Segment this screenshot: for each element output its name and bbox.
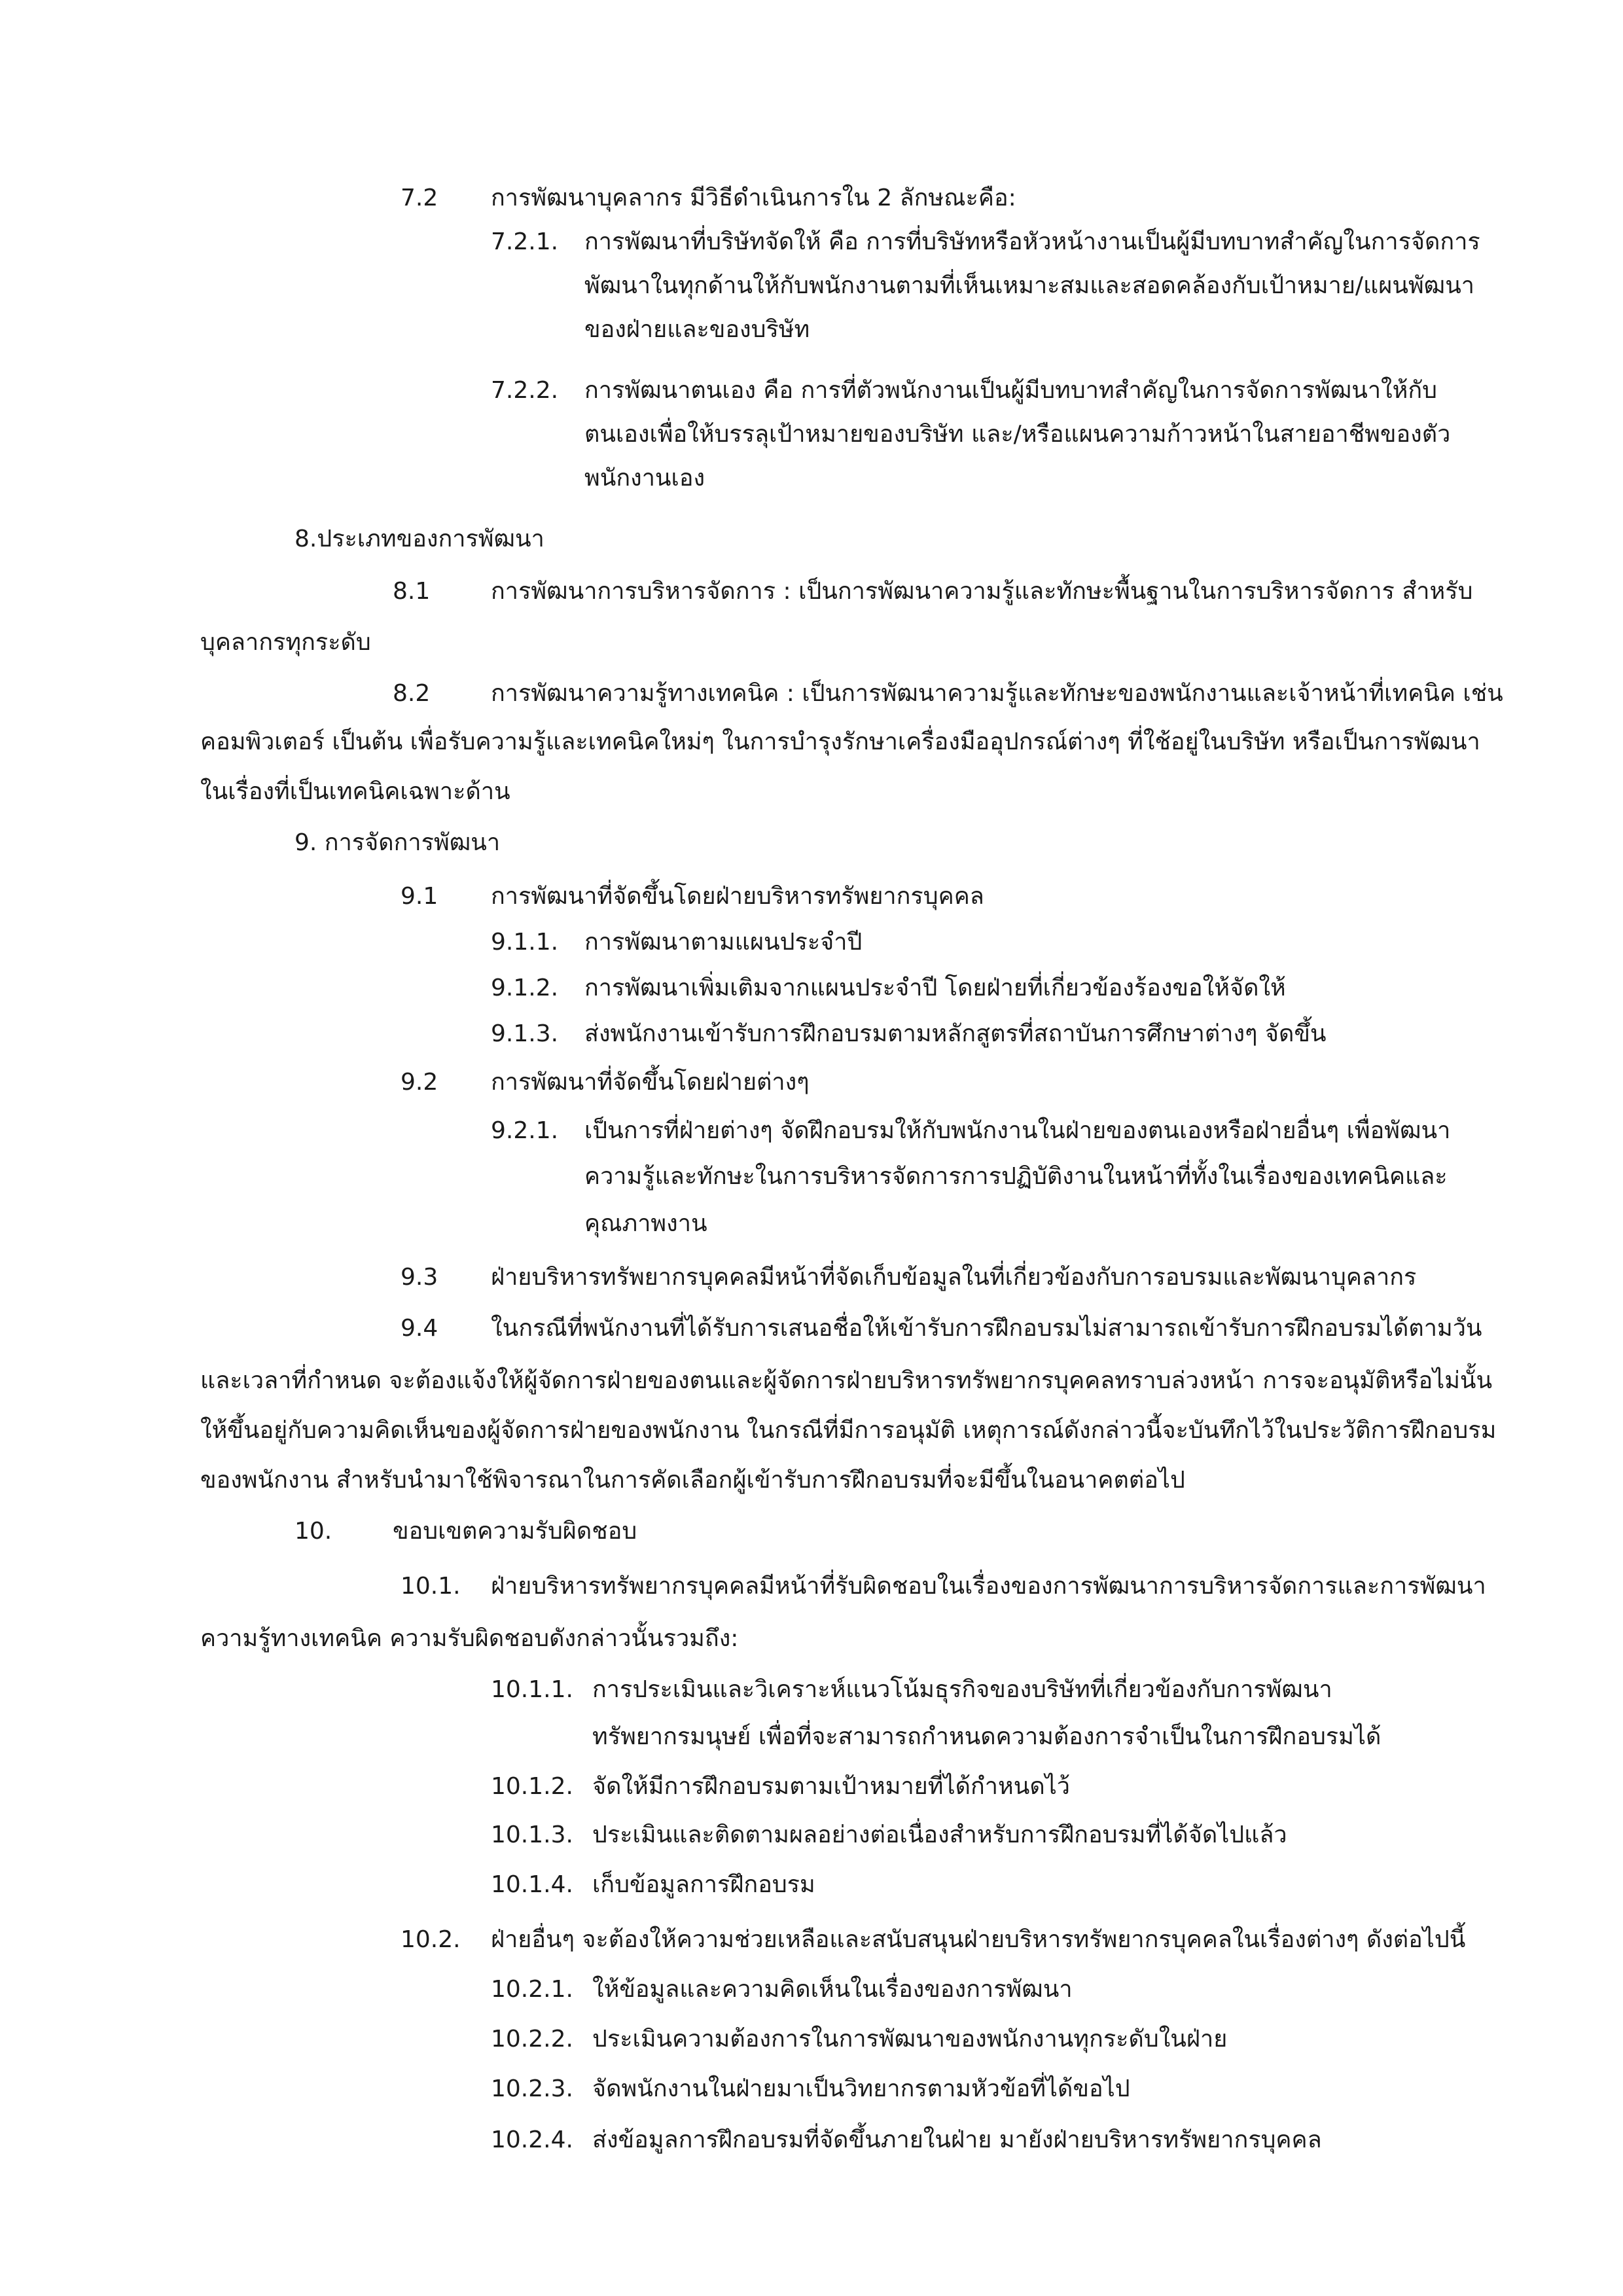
- paragraph-line: การพัฒนาการบริหารจัดการ : เป็นการพัฒนาความรู้และทักษะพื้นฐานในการบริหารจัดการ สำหรับ: [491, 578, 1473, 605]
- item-number: 10.2.1.: [491, 1976, 573, 2003]
- list-item: เก็บข้อมูลการฝึกอบรม: [592, 1871, 815, 1898]
- paragraph-line: เป็นการที่ฝ่ายต่างๆ จัดฝึกอบรมให้กับพนักงานในฝ่ายของตนเองหรือฝ่ายอื่นๆ เพื่อพัฒนา: [584, 1117, 1451, 1144]
- item-number: 10.2.3.: [491, 2075, 573, 2102]
- paragraph-line: คุณภาพงาน: [584, 1210, 707, 1237]
- item-number: 7.2.1.: [491, 228, 559, 255]
- paragraph-line: และเวลาที่กำหนด จะต้องแจ้งให้ผู้จัดการฝ่ายของตนและผู้จัดการฝ่ายบริหารทรัพยากรบุคคลทราบล่วงหน้า การจะอนุมัติหรือไม่นั้น: [200, 1367, 1493, 1394]
- section-heading: 8.ประเภทของการพัฒนา: [294, 526, 544, 552]
- item-heading: การพัฒนาที่จัดขึ้นโดยฝ่ายต่างๆ: [491, 1069, 810, 1096]
- item-number: 9.1.2.: [491, 975, 559, 1001]
- paragraph-line: ตนเองเพื่อให้บรรลุเป้าหมายของบริษัท และ/หรือแผนความก้าวหน้าในสายอาชีพของตัว: [584, 421, 1451, 448]
- paragraph-line: ในกรณีที่พนักงานที่ได้รับการเสนอชื่อให้เข้ารับการฝึกอบรมไม่สามารถเข้ารับการฝึกอบรมได้ตามวัน: [491, 1315, 1482, 1342]
- paragraph-line: ฝ่ายบริหารทรัพยากรบุคคลมีหน้าที่จัดเก็บข้อมูลในที่เกี่ยวข้องกับการอบรมและพัฒนาบุคลากร: [491, 1264, 1417, 1291]
- paragraph-line: การพัฒนาที่บริษัทจัดให้ คือ การที่บริษัทหรือหัวหน้างานเป็นผู้มีบทบาทสำคัญในการจัดการ: [584, 228, 1480, 255]
- paragraph-line: ฝ่ายอื่นๆ จะต้องให้ความช่วยเหลือและสนับสนุนฝ่ายบริหารทรัพยากรบุคคลในเรื่องต่างๆ ดังต่อไปนี้: [491, 1926, 1466, 1953]
- paragraph-line: พัฒนาในทุกด้านให้กับพนักงานตามที่เห็นเหมาะสมและสอดคล้องกับเป้าหมาย/แผนพัฒนา: [584, 272, 1475, 299]
- section-number: 10.: [294, 1518, 332, 1545]
- paragraph-line: ของฝ่ายและของบริษัท: [584, 316, 810, 343]
- item-number: 9.2: [401, 1069, 438, 1096]
- list-item: จัดให้มีการฝึกอบรมตามเป้าหมายที่ได้กำหนดไว้: [592, 1773, 1071, 1800]
- item-number: 9.1: [401, 883, 438, 910]
- item-number: 10.1.: [401, 1573, 461, 1600]
- paragraph-line: ให้ขึ้นอยู่กับความคิดเห็นของผู้จัดการฝ่ายของพนักงาน ในกรณีที่มีการอนุมัติ เหตุการณ์ดังกล่าวนี้จะบันทึกไว้ในประวัติการฝึกอบรม: [200, 1417, 1497, 1444]
- item-number: 10.2.: [401, 1926, 461, 1953]
- section-heading: ขอบเขตความรับผิดชอบ: [393, 1518, 637, 1545]
- item-number: 10.2.4.: [491, 2126, 573, 2153]
- list-item: จัดพนักงานในฝ่ายมาเป็นวิทยากรตามหัวข้อที่ได้ขอไป: [592, 2075, 1130, 2102]
- item-number: 9.3: [401, 1264, 438, 1291]
- item-heading: การพัฒนาที่จัดขึ้นโดยฝ่ายบริหารทรัพยากรบุคคล: [491, 883, 984, 910]
- paragraph-line: พนักงานเอง: [584, 465, 705, 492]
- paragraph-line: ทรัพยากรมนุษย์ เพื่อที่จะสามารถกำหนดความต้องการจำเป็นในการฝึกอบรมได้: [592, 1723, 1382, 1750]
- item-number: 9.2.1.: [491, 1117, 559, 1144]
- item-number: 9.1.1.: [491, 929, 559, 956]
- list-item: การพัฒนาเพิ่มเติมจากแผนประจำปี โดยฝ่ายที่เกี่ยวข้องร้องขอให้จัดให้: [584, 975, 1286, 1001]
- paragraph-line: คอมพิวเตอร์ เป็นต้น เพื่อรับความรู้และเทคนิคใหม่ๆ ในการบำรุงรักษาเครื่องมืออุปกรณ์ต่างๆ ที่ใช้อยู่ในบริษัท หรือเป็นการพัฒนา: [200, 728, 1480, 755]
- list-item: ให้ข้อมูลและความคิดเห็นในเรื่องของการพัฒนา: [592, 1976, 1073, 2003]
- item-number: 10.2.2.: [491, 2026, 573, 2053]
- item-number: 10.1.1.: [491, 1676, 573, 1703]
- paragraph-line: การพัฒนาตนเอง คือ การที่ตัวพนักงานเป็นผู้มีบทบาทสำคัญในการจัดการพัฒนาให้กับ: [584, 377, 1438, 404]
- paragraph-line: การประเมินและวิเคราะห์แนวโน้มธุรกิจของบริษัทที่เกี่ยวข้องกับการพัฒนา: [592, 1676, 1332, 1703]
- item-number: 10.1.2.: [491, 1773, 573, 1800]
- list-item: ประเมินความต้องการในการพัฒนาของพนักงานทุกระดับในฝ่าย: [592, 2026, 1228, 2053]
- paragraph-line: ของพนักงาน สำหรับนำมาใช้พิจารณาในการคัดเลือกผู้เข้ารับการฝึกอบรมที่จะมีขึ้นในอนาคตต่อไป: [200, 1467, 1185, 1494]
- list-item: ส่งพนักงานเข้ารับการฝึกอบรมตามหลักสูตรที่สถาบันการศึกษาต่างๆ จัดขึ้น: [584, 1020, 1327, 1047]
- item-number: 7.2.2.: [491, 377, 559, 404]
- item-number: 10.1.4.: [491, 1871, 573, 1898]
- paragraph-line: ความรู้ทางเทคนิค ความรับผิดชอบดังกล่าวนั้นรวมถึง:: [200, 1625, 739, 1652]
- list-item: ส่งข้อมูลการฝึกอบรมที่จัดขึ้นภายในฝ่าย มายังฝ่ายบริหารทรัพยากรบุคคล: [592, 2126, 1322, 2153]
- item-number: 9.1.3.: [491, 1020, 559, 1047]
- item-number: 8.2: [393, 680, 431, 707]
- item-number: 8.1: [393, 578, 431, 605]
- list-item: ประเมินและติดตามผลอย่างต่อเนื่องสำหรับการฝึกอบรมที่ได้จัดไปแล้ว: [592, 1821, 1287, 1848]
- paragraph-line: บุคลากรทุกระดับ: [200, 629, 371, 656]
- section-heading: 9. การจัดการพัฒนา: [294, 829, 501, 856]
- paragraph-line: ความรู้และทักษะในการบริหารจัดการการปฏิบัติงานในหน้าที่ทั้งในเรื่องของเทคนิคและ: [584, 1163, 1448, 1190]
- item-number: 10.1.3.: [491, 1821, 573, 1848]
- paragraph-line: การพัฒนาความรู้ทางเทคนิค : เป็นการพัฒนาความรู้และทักษะของพนักงานและเจ้าหน้าที่เทคนิค เช่น: [491, 680, 1503, 707]
- paragraph-line: ในเรื่องที่เป็นเทคนิคเฉพาะด้าน: [200, 778, 510, 805]
- paragraph-line: ฝ่ายบริหารทรัพยากรบุคคลมีหน้าที่รับผิดชอบในเรื่องของการพัฒนาการบริหารจัดการและการพัฒนา: [491, 1573, 1486, 1600]
- section-heading: การพัฒนาบุคลากร มีวิธีดำเนินการใน 2 ลักษณะคือ:: [491, 185, 1016, 211]
- list-item: การพัฒนาตามแผนประจำปี: [584, 929, 863, 956]
- section-number: 7.2: [401, 185, 438, 211]
- item-number: 9.4: [401, 1315, 438, 1342]
